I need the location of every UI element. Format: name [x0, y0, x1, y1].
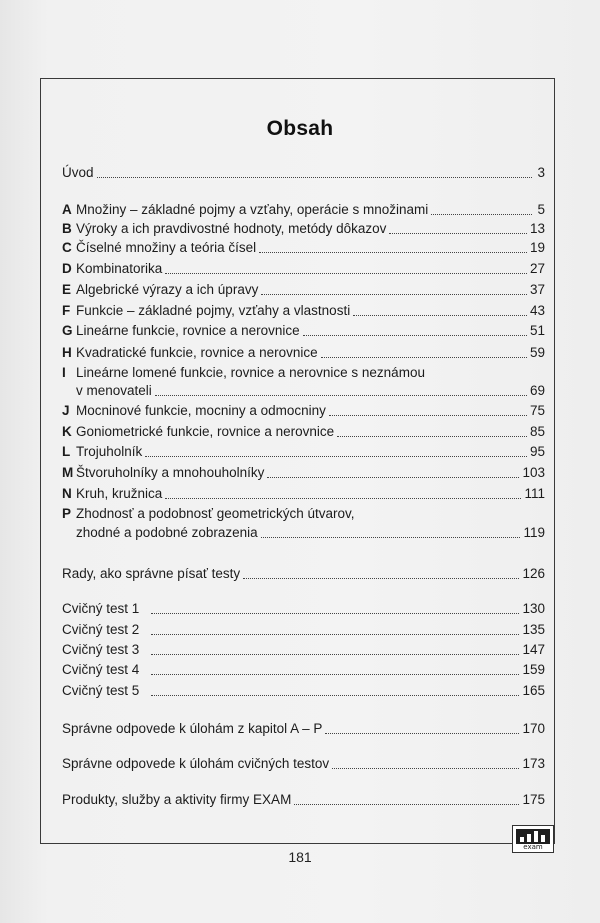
chapter-letter: N [62, 486, 72, 501]
test-page: 135 [522, 622, 545, 637]
chapter-letter: G [62, 323, 73, 338]
chapter-title-continuation: zhodné a podobné zobrazenia [76, 525, 258, 540]
chapter-title: Výroky a ich pravdivostné hodnoty, metódy dôkazov [76, 221, 387, 236]
chapter-letter: I [62, 365, 66, 380]
chapter-letter: D [62, 261, 72, 276]
dot-leader [155, 394, 527, 396]
chapter-letter: F [62, 303, 71, 318]
chapter-title: Lineárne funkcie, rovnice a nerovnice [76, 323, 300, 338]
toc-test-5[interactable] [62, 682, 545, 700]
toc-chapter-e[interactable] [62, 281, 545, 299]
dot-leader [243, 577, 519, 579]
dot-leader [353, 314, 527, 316]
chapter-page: 37 [529, 282, 545, 297]
toc-entry-page: 175 [522, 792, 545, 807]
chapter-title: Kombinatorika [76, 261, 163, 276]
chapter-letter: M [62, 465, 74, 480]
dot-leader [165, 497, 521, 499]
page-number: 181 [288, 849, 312, 865]
toc-chapter-m[interactable] [62, 464, 545, 482]
chapter-page: 111 [524, 486, 545, 501]
toc-entry-label: Správne odpovede k úlohám cvičných testov [62, 756, 330, 771]
dot-leader [329, 414, 527, 416]
toc-entry-label: Správne odpovede k úlohám z kapitol A – P [62, 721, 323, 736]
test-label: Cvičný test 5 [62, 683, 140, 698]
chapter-title: Trojuholník [76, 444, 143, 459]
chapter-page: 51 [529, 323, 545, 338]
toc-entry-label: Produkty, služby a aktivity firmy EXAM [62, 792, 292, 807]
toc-chapter-a[interactable] [62, 201, 545, 219]
chapter-letter: J [62, 403, 70, 418]
dot-leader [151, 612, 519, 614]
dot-leader [145, 455, 527, 457]
dot-leader [303, 334, 527, 336]
dot-leader [321, 356, 527, 358]
chapter-title: Kruh, kružnica [76, 486, 163, 501]
dot-leader [151, 653, 519, 655]
dot-leader [261, 293, 527, 295]
toc-chapter-c[interactable] [62, 239, 545, 257]
toc-test-4[interactable] [62, 661, 545, 679]
toc-chapter-d[interactable] [62, 260, 545, 278]
dot-leader [261, 536, 521, 538]
chapter-letter: H [62, 345, 72, 360]
toc-chapter-g[interactable] [62, 322, 545, 340]
logo-bars-icon [516, 829, 550, 844]
toc-entry-page: 126 [522, 566, 545, 581]
test-label: Cvičný test 2 [62, 622, 140, 637]
chapter-page: 27 [529, 261, 545, 276]
chapter-page: 43 [529, 303, 545, 318]
test-page: 165 [522, 683, 545, 698]
toc-chapter-k[interactable] [62, 423, 545, 441]
chapter-page: 85 [529, 424, 545, 439]
toc-entry-products[interactable] [62, 791, 545, 809]
test-page: 147 [522, 642, 545, 657]
chapter-title-continuation: v menovateli [76, 383, 152, 398]
logo-text: exam [523, 843, 543, 851]
test-label: Cvičný test 4 [62, 662, 140, 677]
toc-chapter-f[interactable] [62, 302, 545, 320]
toc-entry-answers-tests[interactable] [62, 755, 545, 773]
chapter-letter: P [62, 506, 72, 521]
toc-entry-page: 170 [522, 721, 545, 736]
chapter-title: Kvadratické funkcie, rovnice a nerovnice [76, 345, 318, 360]
dot-leader [259, 251, 527, 253]
toc-chapter-h[interactable] [62, 344, 545, 362]
chapter-letter: K [62, 424, 72, 439]
chapter-letter: L [62, 444, 71, 459]
chapter-letter: C [62, 240, 72, 255]
chapter-page: 13 [529, 221, 545, 236]
toc-chapter-p[interactable] [76, 524, 545, 542]
chapter-letter: A [62, 202, 72, 217]
chapter-title: Množiny – základné pojmy a vzťahy, operácie s množinami [76, 202, 429, 217]
chapter-title: Mocninové funkcie, mocniny a odmocniny [76, 403, 326, 418]
chapter-page: 103 [522, 465, 545, 480]
chapter-page: 5 [537, 202, 545, 217]
toc-chapter-b[interactable] [62, 220, 545, 238]
toc-chapter-i[interactable] [76, 382, 545, 400]
toc-chapter-p-first-line[interactable] [62, 505, 355, 523]
test-label: Cvičný test 3 [62, 642, 140, 657]
chapter-page: 95 [529, 444, 545, 459]
chapter-letter: B [62, 221, 72, 236]
test-label: Cvičný test 1 [62, 601, 140, 616]
toc-entry-label: Rady, ako správne písať testy [62, 566, 241, 581]
page-title: Obsah [266, 117, 334, 140]
chapter-title: Štvoruholníky a mnohouholníky [76, 465, 265, 480]
dot-leader [294, 803, 519, 805]
dot-leader [151, 694, 519, 696]
dot-leader [165, 272, 527, 274]
dot-leader [97, 176, 532, 178]
chapter-letter: E [62, 282, 72, 297]
toc-chapter-l[interactable] [62, 443, 545, 461]
toc-entry-page: 173 [522, 756, 545, 771]
chapter-page: 119 [523, 525, 545, 540]
dot-leader [389, 232, 527, 234]
toc-chapter-i-first-line[interactable] [62, 364, 425, 382]
toc-entry-advice[interactable] [62, 565, 545, 583]
toc-entry-label: Úvod [62, 165, 94, 180]
dot-leader [332, 767, 519, 769]
toc-entry-page: 3 [537, 165, 545, 180]
chapter-page: 19 [529, 240, 545, 255]
toc-chapter-n[interactable] [62, 485, 545, 503]
test-page: 159 [522, 662, 545, 677]
dot-leader [151, 633, 519, 635]
test-page: 130 [522, 601, 545, 616]
dot-leader [267, 476, 519, 478]
toc-test-1[interactable] [62, 600, 545, 618]
toc-entry-intro[interactable] [62, 164, 545, 182]
dot-leader [337, 435, 527, 437]
chapter-title: Algebrické výrazy a ich úpravy [76, 282, 259, 297]
toc-test-2[interactable] [62, 621, 545, 639]
chapter-title: Zhodnosť a podobnosť geometrických útvarov, [76, 506, 355, 521]
toc-test-3[interactable] [62, 641, 545, 659]
chapter-title: Lineárne lomené funkcie, rovnice a nerovnice s neznámou [76, 365, 425, 380]
chapter-title: Číselné množiny a teória čísel [76, 240, 257, 255]
chapter-page: 75 [529, 403, 545, 418]
dot-leader [151, 673, 519, 675]
dot-leader [431, 213, 532, 215]
toc-entry-answers-chapters[interactable] [62, 720, 545, 738]
chapter-title: Goniometrické funkcie, rovnice a nerovnice [76, 424, 335, 439]
chapter-title: Funkcie – základné pojmy, vzťahy a vlastnosti [76, 303, 351, 318]
dot-leader [325, 732, 519, 734]
toc-chapter-j[interactable] [62, 402, 545, 420]
chapter-page: 69 [529, 383, 545, 398]
chapter-page: 59 [529, 345, 545, 360]
